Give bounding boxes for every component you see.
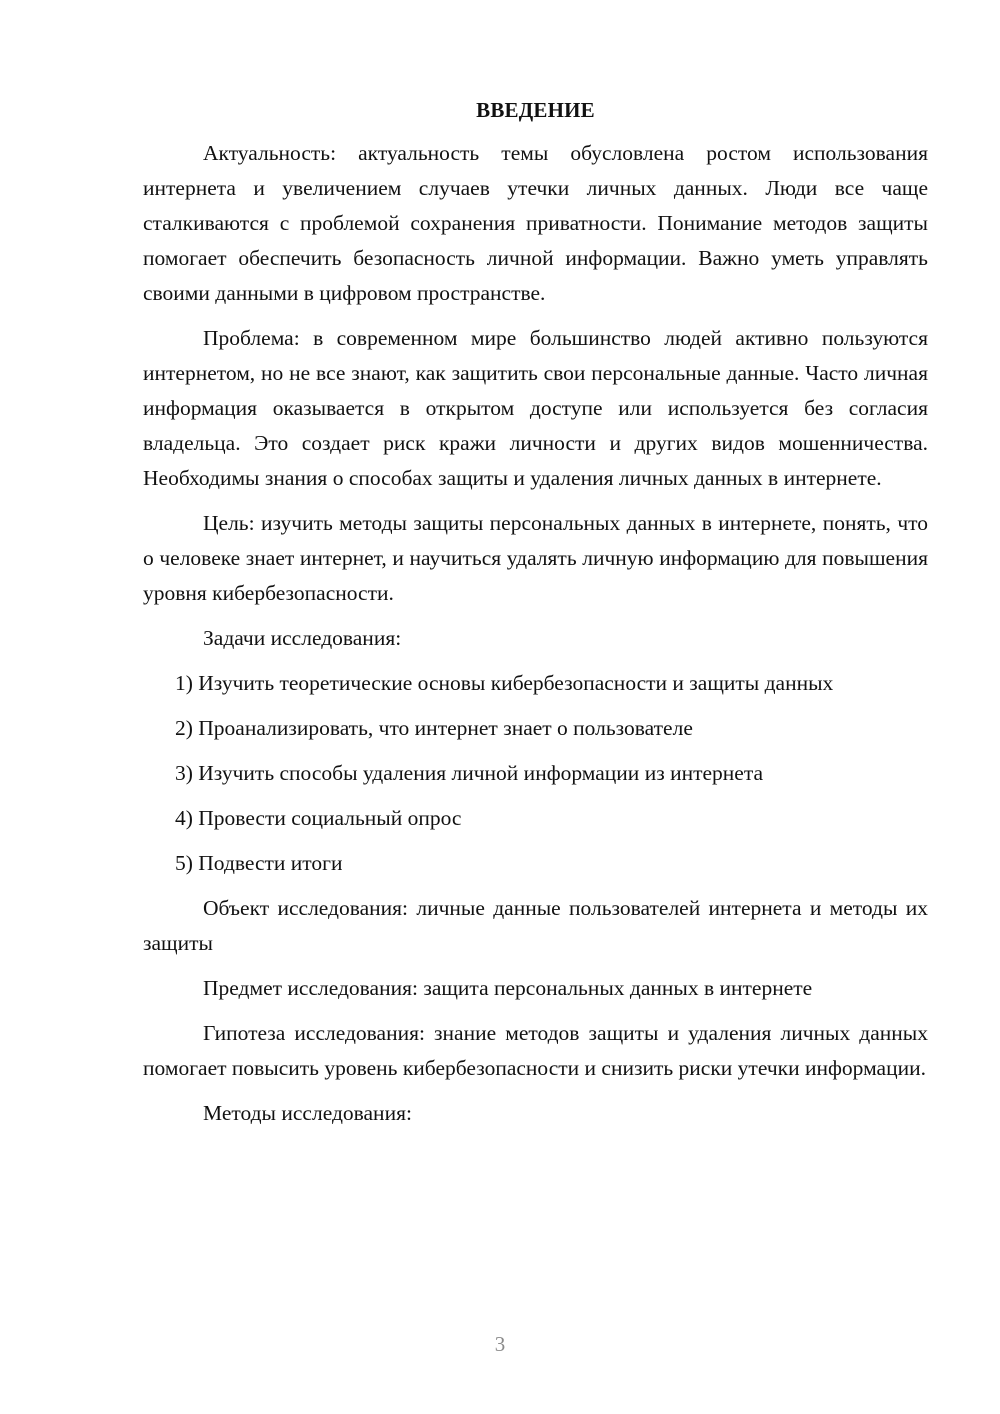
section-title: ВВЕДЕНИЕ bbox=[476, 98, 595, 122]
paragraph-tasks-heading: Задачи исследования: bbox=[203, 626, 402, 650]
paragraph-object: Объект исследования: личные данные пользователей интернета и методы их защиты bbox=[143, 896, 928, 955]
paragraph-problem: Проблема: в современном мире большинство людей активно пользуются интернетом, но не все знают, как защитить свои персональные данные. Часто личная информация оказывается в открытом доступе или используется без согласия владельца. Это создает риск кражи личности и других видов мошенничества. Необходимы знания о способах защиты и удаления личных данных в интернете. bbox=[143, 326, 928, 490]
task-item-3: 3) Изучить способы удаления личной информации из интернета bbox=[175, 761, 764, 785]
paragraph-methods: Методы исследования: bbox=[203, 1101, 412, 1125]
page-number: 3 bbox=[494, 1332, 506, 1356]
paragraph-relevance: Актуальность: актуальность темы обусловлена ростом использования интернета и увеличением случаев утечки личных данных. Люди все чаще сталкиваются с проблемой сохранения приватности. Понимание методов защиты помогает обеспечить безопасность личной информации. Важно уметь управлять своими данными в цифровом пространстве. bbox=[143, 141, 928, 305]
paragraph-subject: Предмет исследования: защита персональных данных в интернете bbox=[203, 976, 813, 1000]
paragraph-goal: Цель: изучить методы защиты персональных данных в интернете, понять, что о человеке знает интернет, и научиться удалять личную информацию для повышения уровня кибербезопасности. bbox=[143, 511, 928, 605]
paragraph-hypothesis: Гипотеза исследования: знание методов защиты и удаления личных данных помогает повысить уровень кибербезопасности и снизить риски утечки информации. bbox=[143, 1021, 928, 1080]
document-body bbox=[143, 96, 928, 1141]
task-item-5: 5) Подвести итоги bbox=[175, 851, 343, 875]
task-item-4: 4) Провести социальный опрос bbox=[175, 806, 462, 830]
task-item-1: 1) Изучить теоретические основы кибербезопасности и защиты данных bbox=[175, 671, 834, 695]
task-item-2: 2) Проанализировать, что интернет знает о пользователе bbox=[175, 716, 693, 740]
